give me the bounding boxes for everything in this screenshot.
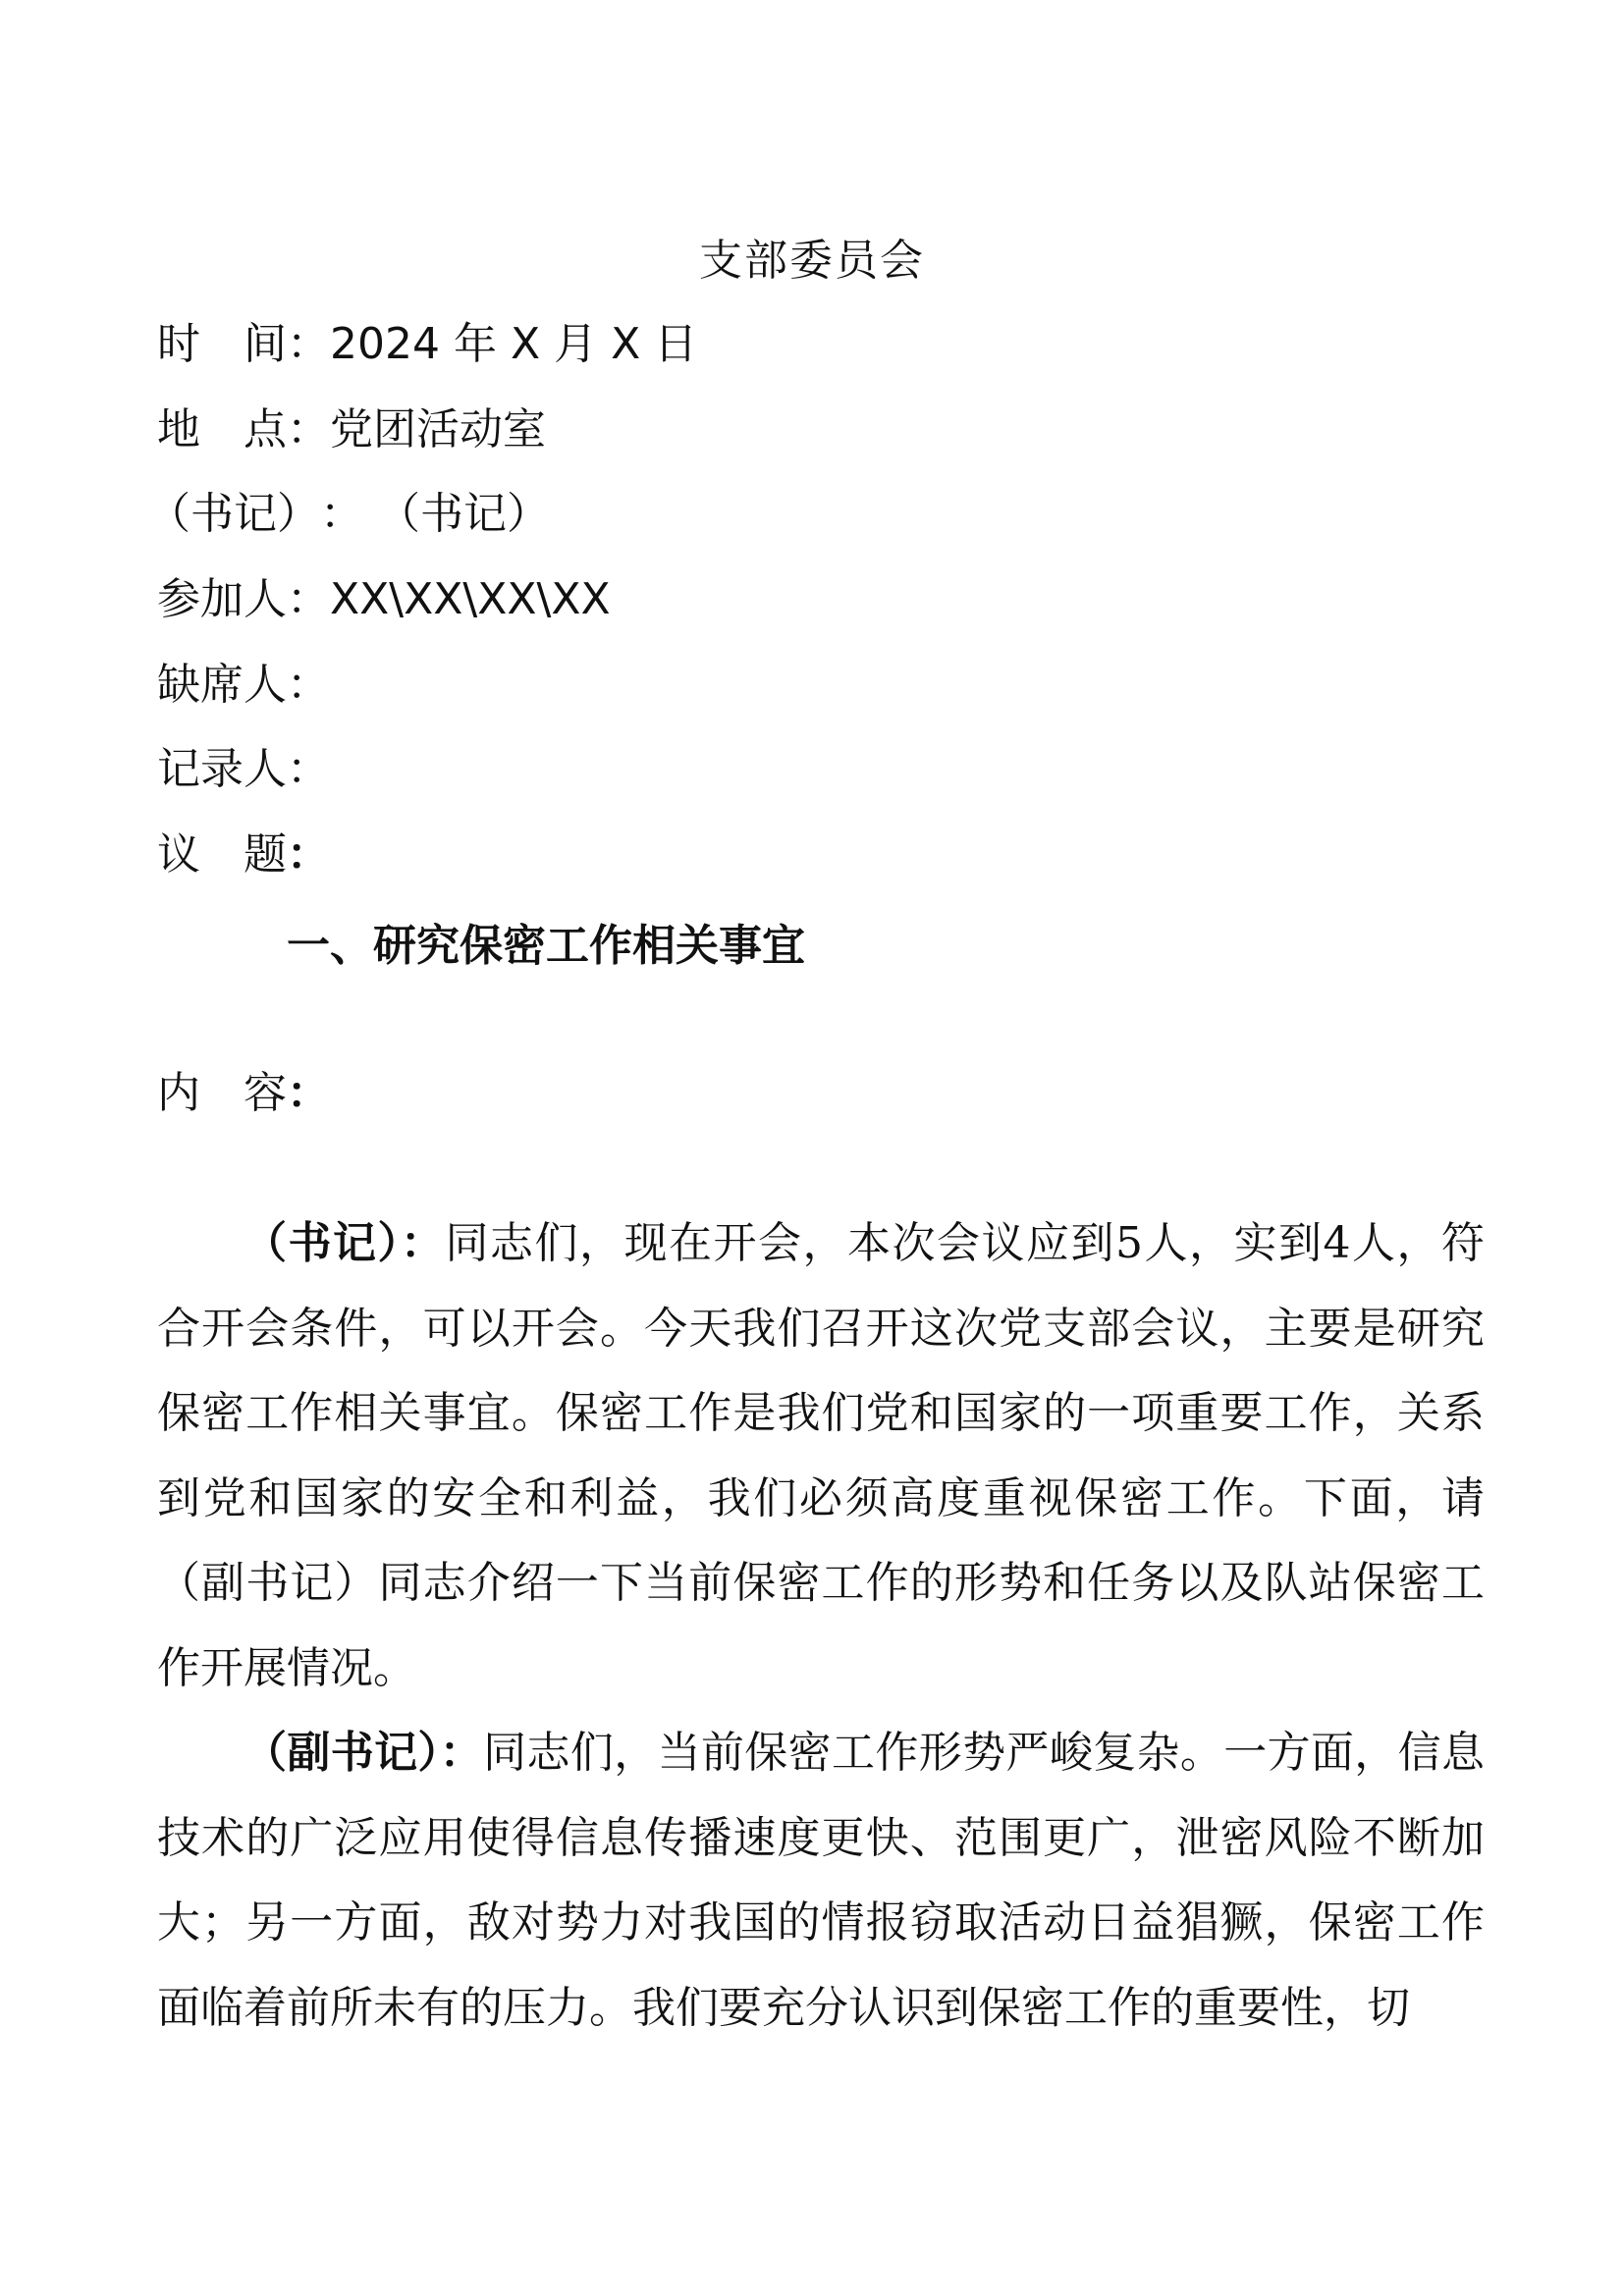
actual-count: 4 bbox=[1323, 1218, 1351, 1268]
host-value: （书记） bbox=[377, 489, 550, 539]
document-title: 支部委员会 bbox=[699, 236, 925, 286]
field-absent bbox=[157, 658, 330, 713]
speaker-secretary: （书记）： bbox=[244, 1218, 446, 1268]
recorder-label: 记录人 bbox=[157, 744, 287, 794]
field-place bbox=[157, 402, 546, 457]
place-colon: ： bbox=[287, 404, 330, 454]
time-value: 2024 年 X 月 X 日 bbox=[330, 319, 698, 369]
attendees-colon: ： bbox=[287, 574, 330, 624]
field-recorder bbox=[157, 742, 330, 797]
field-host bbox=[147, 487, 550, 542]
field-topic bbox=[157, 828, 330, 882]
place-value: 党团活动室 bbox=[330, 404, 546, 454]
topic-heading: 一、研究保密工作相关事宜 bbox=[287, 921, 805, 971]
place-label-a: 地 bbox=[157, 404, 244, 454]
attendees-label: 参加人 bbox=[157, 574, 287, 624]
attendees-value: XX\XX\XX\XX bbox=[330, 574, 611, 624]
expected-count: 5 bbox=[1115, 1218, 1143, 1268]
paragraph-secretary-text-2: 人，实到 bbox=[1143, 1218, 1324, 1268]
absent-colon: ： bbox=[287, 660, 330, 710]
time-label-b: 间 bbox=[244, 319, 287, 369]
time-colon: ： bbox=[287, 319, 330, 369]
host-label: （书记） bbox=[147, 489, 320, 539]
paragraph-secretary bbox=[157, 1201, 1485, 1711]
place-label-b: 点 bbox=[244, 404, 287, 454]
field-attendees bbox=[157, 572, 611, 627]
paragraph-deputy-secretary bbox=[157, 1711, 1485, 2051]
paragraph-secretary-text-3: 人，符合开会条件，可以开会。今天我们召开这次党支部会议，主要是研究保密工作相关事宜。保密工作是我们党和国家的一项重要工作，关系到党和国家的安全和利益，我们必须高度重视保密工作。下面，请（副书记）同志介绍一下当前保密工作的形势和任务以及队站保密工作开展情况。 bbox=[157, 1218, 1485, 1693]
topic-colon: ： bbox=[287, 829, 330, 880]
topic-label-a: 议 bbox=[157, 829, 244, 880]
paragraph-deputy-secretary-text: 同志们，当前保密工作形势严峻复杂。一方面，信息技术的广泛应用使得信息传播速度更快、范围更广，泄密风险不断加大；另一方面，敌对势力对我国的情报窃取活动日益猖獗，保密工作面临着前所未有的压力。我们要充分认识到保密工作的重要性，切 bbox=[157, 1728, 1486, 2033]
topic-label-b: 题 bbox=[244, 829, 287, 880]
content-label-b: 容 bbox=[244, 1068, 287, 1118]
paragraph-secretary-text-1: 同志们，现在开会，本次会议应到 bbox=[445, 1218, 1115, 1268]
content-colon: ： bbox=[287, 1068, 330, 1118]
absent-label: 缺席人 bbox=[157, 660, 287, 710]
speaker-deputy-secretary: （副书记）： bbox=[244, 1728, 484, 1778]
field-content bbox=[157, 1066, 330, 1121]
host-colon: ： bbox=[320, 489, 363, 539]
content-label-a: 内 bbox=[157, 1068, 244, 1118]
time-label-a: 时 bbox=[157, 319, 244, 369]
field-time bbox=[157, 317, 697, 372]
recorder-colon: ： bbox=[287, 744, 330, 794]
